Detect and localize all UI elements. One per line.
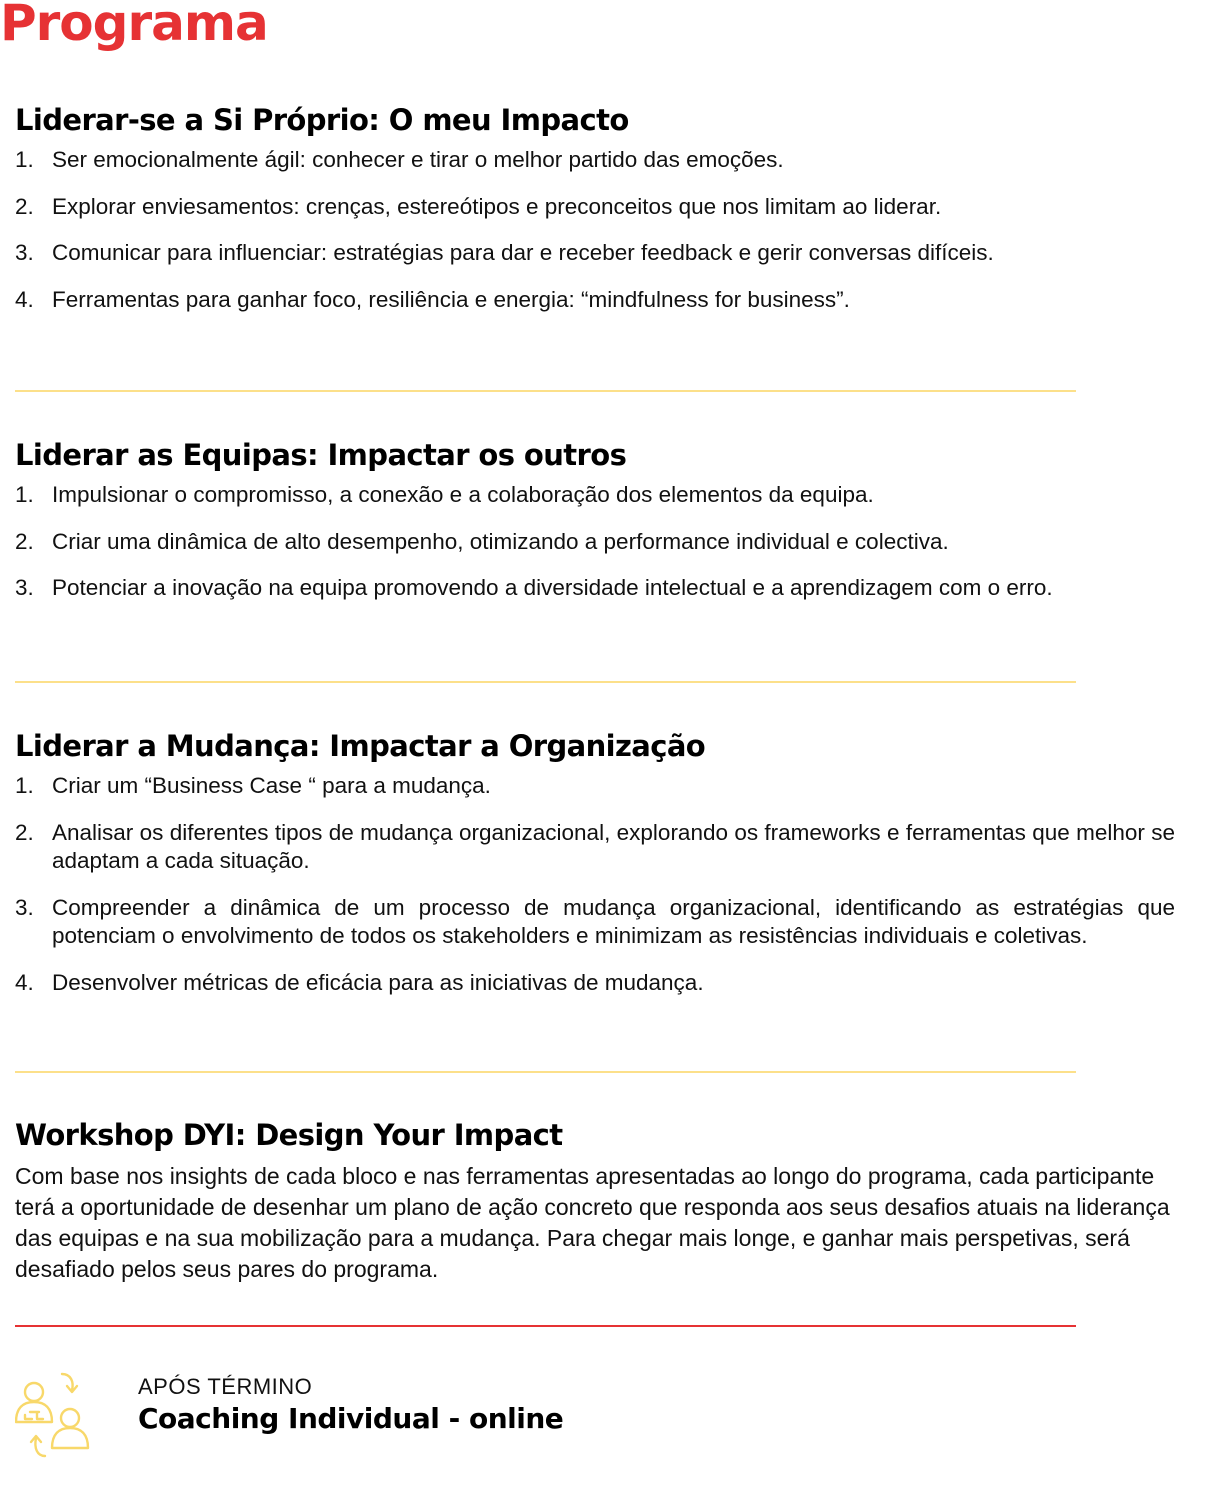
item-text: Desenvolver métricas de eficácia para as iniciativas de mudança. [52, 969, 704, 995]
item-number: 3. [15, 575, 34, 600]
list-item [15, 894, 1175, 951]
item-text: Compreender a dinâmica de um processo de mudança organizacional, identificando as estratégias que potenciam o envolvimento de todos os stakeholders e minimizam as resistências individuais e coletivas. [52, 894, 1175, 948]
list-item [15, 819, 1175, 876]
item-text: Ser emocionalmente ágil: conhecer e tirar o melhor partido das emoções. [52, 147, 784, 172]
coaching-exchange-icon [15, 1372, 91, 1458]
section-heading: Liderar a Mudança: Impactar a Organização [15, 729, 706, 763]
list-item [15, 481, 1175, 510]
item-text: Criar uma dinâmica de alto desempenho, otimizando a performance individual e colectiva. [52, 528, 949, 554]
page-title: Programa [0, 0, 268, 52]
list-item [15, 146, 1175, 175]
item-text: Comunicar para influenciar: estratégias para dar e receber feedback e gerir conversas difíceis. [52, 240, 994, 265]
item-number: 3. [15, 894, 34, 920]
section-heading: Liderar-se a Si Próprio: O meu Impacto [15, 103, 629, 137]
item-text: Potenciar a inovação na equipa promovendo a diversidade intelectual e a aprendizagem com o erro. [52, 575, 1053, 600]
section-self-leadership [15, 100, 1175, 332]
item-number: 2. [15, 819, 34, 845]
item-number: 2. [15, 193, 34, 219]
section-heading: Workshop DYI: Design Your Impact [15, 1118, 563, 1152]
item-number: 4. [15, 969, 34, 995]
item-text: Impulsionar o compromisso, a conexão e a colaboração dos elementos da equipa. [52, 482, 874, 507]
item-number: 2. [15, 528, 34, 554]
item-number: 3. [15, 240, 34, 265]
list-item [15, 193, 1175, 222]
item-text: Analisar os diferentes tipos de mudança organizacional, explorando os frameworks e ferramentas que melhor se adaptam a cada situação. [52, 819, 1175, 873]
item-number: 1. [15, 482, 34, 507]
list-item [15, 772, 1175, 801]
list-item [15, 528, 1175, 557]
section-divider [15, 681, 1076, 683]
section-change-leadership [15, 726, 1175, 1015]
item-text: Criar um “Business Case “ para a mudança. [52, 773, 491, 798]
item-list [15, 481, 1175, 603]
list-item [15, 574, 1175, 603]
list-item [15, 239, 1175, 268]
footer-divider [15, 1325, 1076, 1327]
item-text: Explorar enviesamentos: crenças, estereótipos e preconceitos que nos limitam ao liderar. [52, 193, 942, 219]
list-item [15, 969, 1175, 998]
workshop-description: Com base nos insights de cada bloco e nas ferramentas apresentadas ao longo do programa, cada participante terá a oportunidade de desenhar um plano de ação concreto que responda aos seus desafios atuais na liderança das equipas e na sua mobilização para a mudança. Para chegar mais longe, e ganhar mais perspetivas, será desafiado pelos seus pares do programa. [15, 1163, 1170, 1282]
section-divider [15, 1071, 1076, 1073]
section-workshop [15, 1115, 1175, 1285]
item-list [15, 146, 1175, 314]
item-number: 4. [15, 286, 34, 312]
coaching-title: Coaching Individual - online [138, 1402, 564, 1435]
after-label: APÓS TÉRMINO [138, 1374, 313, 1399]
item-list [15, 772, 1175, 997]
item-number: 1. [15, 147, 34, 172]
section-divider [15, 390, 1076, 392]
list-item [15, 286, 1175, 315]
section-team-leadership [15, 435, 1175, 621]
coaching-block [15, 1372, 715, 1462]
item-number: 1. [15, 773, 34, 798]
section-heading: Liderar as Equipas: Impactar os outros [15, 438, 627, 472]
item-text: Ferramentas para ganhar foco, resiliência e energia: “mindfulness for business”. [52, 286, 850, 312]
